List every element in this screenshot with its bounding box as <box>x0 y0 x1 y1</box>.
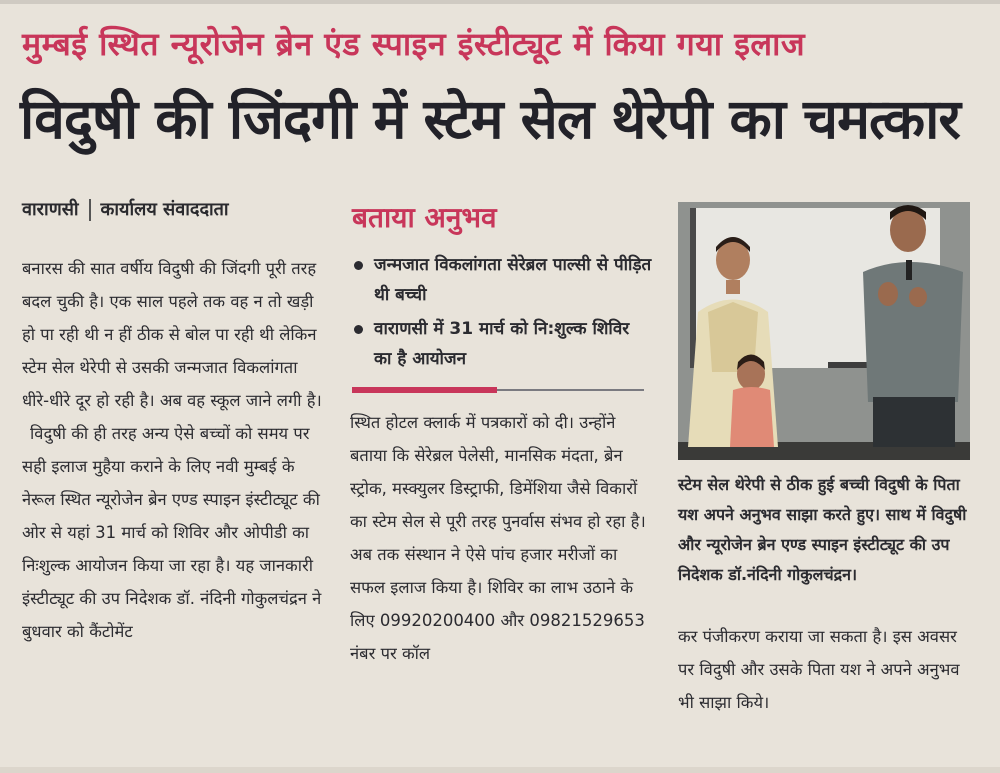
bullet-item: वाराणसी में 31 मार्च को नि:शुल्क शिविर का है आयोजन <box>352 314 652 374</box>
bullet-item: जन्मजात विकलांगता सेरेब्रल पाल्सी से पीड़ित थी बच्ची <box>352 250 652 310</box>
paragraph: स्थित होटल क्लार्क में पत्रकारों को दी। उन्होंने बताया कि सेरेब्रल पेलेसी, मानसिक मंदता, ब्रेन स्ट्रोक, मस्क्युलर डिस्ट्राफी, डिमेंशिया जैसे विकारों का स्टेम सेल से पूरी तरह पुनर्वास संभव हो रहा है। अब तक संस्थान ने ऐसे पांच हजार मरीजों का सफल इलाज किया है। शिविर का लाभ उठाने के लिए 09920200400 और 09821529653 नंबर पर कॉल <box>350 413 646 663</box>
article-column-2 <box>350 406 650 670</box>
reporter-credit: कार्यालय संवाददाता <box>100 199 229 220</box>
scan-edge-top <box>0 0 1000 4</box>
byline <box>22 197 229 221</box>
photo-caption: स्टेम सेल थेरेपी से ठीक हुई बच्ची विदुषी के पिता यश अपने अनुभव साझा करते हुए। साथ में विदुषी और न्यूरोजेन ब्रेन एण्ड स्पाइन इंस्टीट्यूट की उप निदेशक डॉ.नंदिनी गोकुलचंद्रन। <box>678 475 967 584</box>
paragraph: कर पंजीकरण कराया जा सकता है। इस अवसर पर विदुषी और उसके पिता यश ने अपने अनुभव भी साझा किये। <box>678 627 960 712</box>
news-photo <box>678 202 970 460</box>
kicker-headline: मुम्बई स्थित न्यूरोजेन ब्रेन एंड स्पाइन इंस्टीट्यूट में किया गया इलाज <box>22 25 806 63</box>
sidebar-bullets <box>352 250 652 378</box>
paragraph: विदुषी की ही तरह अन्य ऐसे बच्चों को समय पर सही इलाज मुहैया कराने के लिए नवी मुम्बई के नेरूल स्थित न्यूरोजेन ब्रेन एण्ड स्पाइन इंस्टीट्यूट की ओर से यहां 31 मार्च को शिविर और ओपीडी का निःशुल्क आयोजन किया जा रहा है। यह जानकारी इंस्टीट्यूट की उप निदेशक डॉ. नंदिनी गोकुलचंद्रन ने बुधवार को कैंटोमेंट <box>22 424 322 641</box>
article-column-3 <box>678 620 978 719</box>
scan-edge-bottom <box>0 767 1000 773</box>
sidebar-title: बताया अनुभव <box>352 201 497 234</box>
main-headline: विदुषी की जिंदगी में स्टेम सेल थेरेपी का चमत्कार <box>20 87 960 151</box>
byline-separator <box>89 199 91 221</box>
article-column-1 <box>22 252 322 648</box>
dateline-location: वाराणसी <box>22 199 79 220</box>
divider-accent <box>352 387 497 393</box>
photo-illustration <box>678 202 970 460</box>
paragraph: बनारस की सात वर्षीय विदुषी की जिंदगी पूरी तरह बदल चुकी है। एक साल पहले तक वह न तो खड़ी हो पा रही थी न हीं ठीक से बोल पा रही थी लेकिन स्टेम सेल थेरेपी से उसकी जन्मजात विकलांगता धीरे-धीरे दूर हो रही है। अब वह स्कूल जाने लगी है। <box>22 259 322 410</box>
divider-line <box>497 389 644 391</box>
